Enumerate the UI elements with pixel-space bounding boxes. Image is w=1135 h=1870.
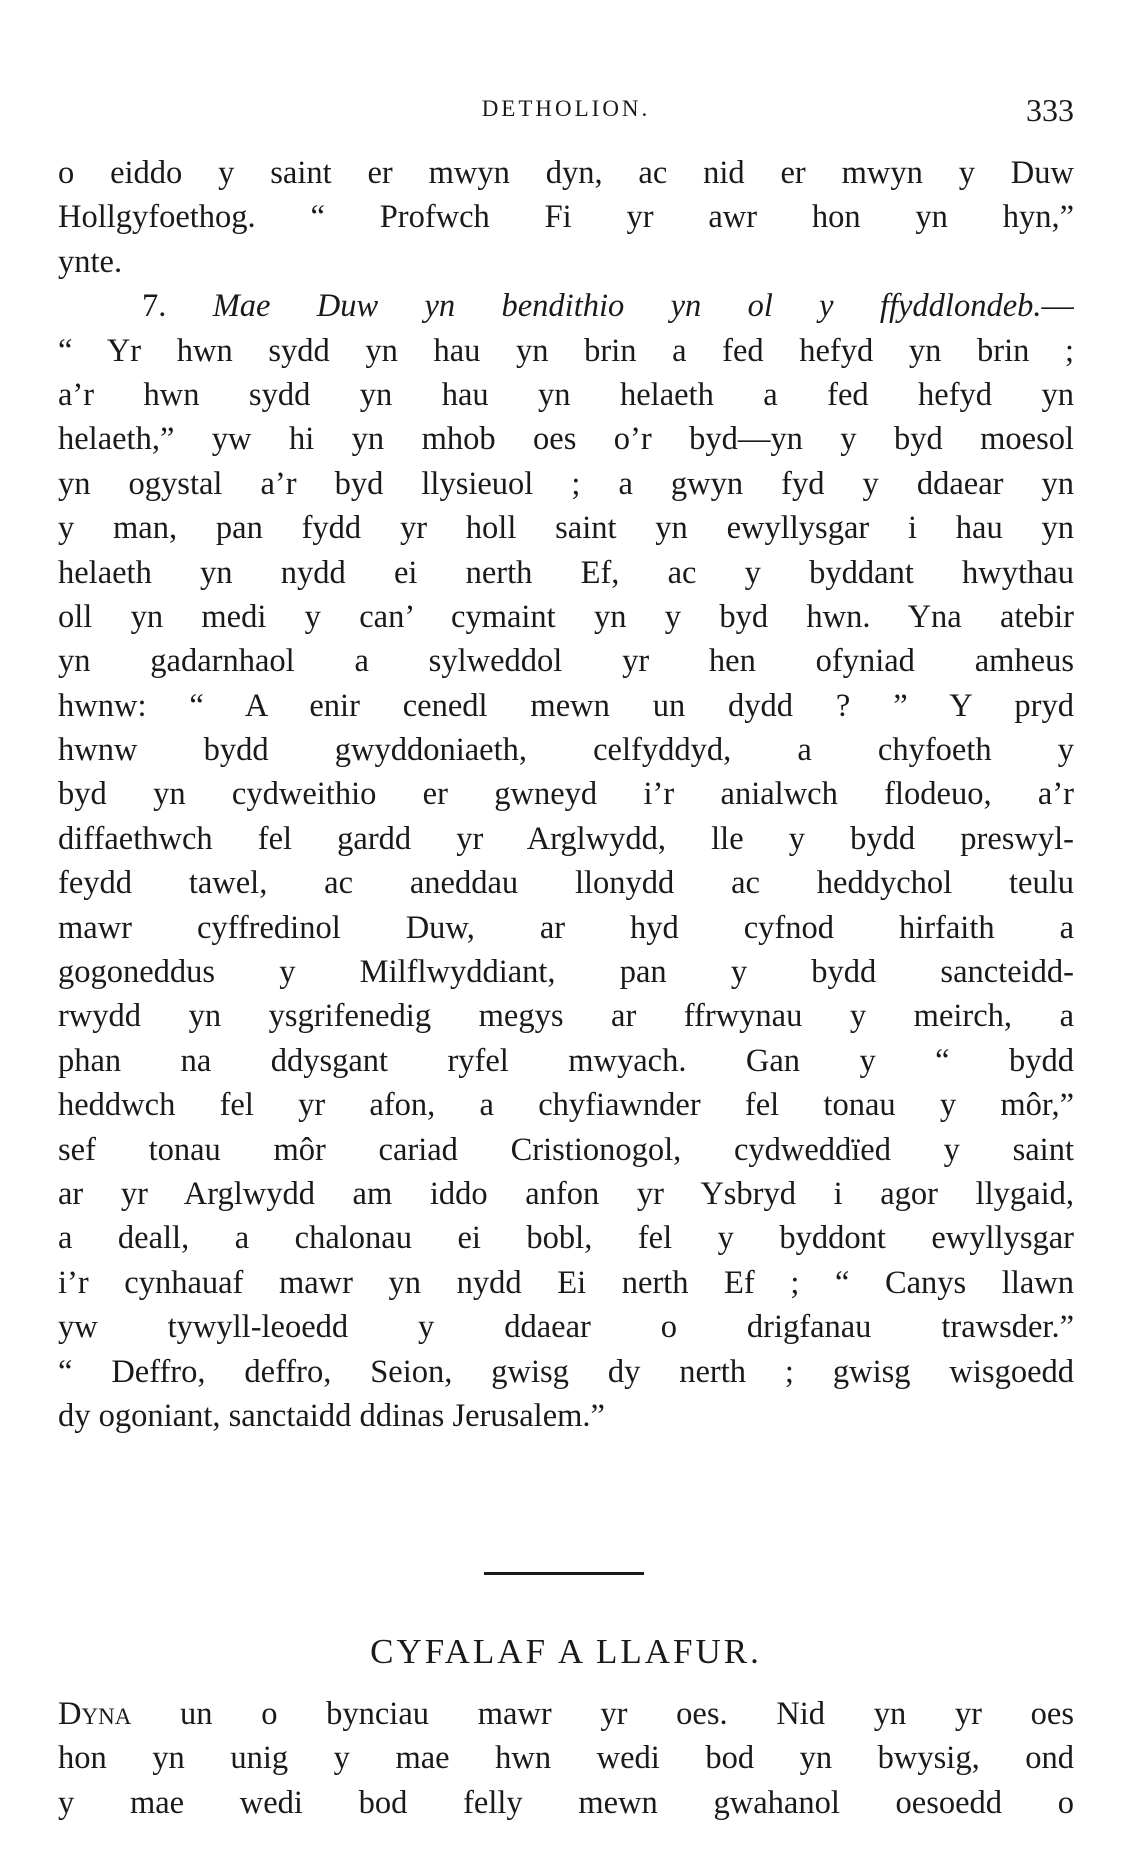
text-line: ar yr Arglwydd am iddo anfon yr Ysbryd i agor llygaid, — [58, 1175, 1074, 1212]
item-7-number: 7. — [142, 288, 167, 325]
text-line: feydd tawel, ac aneddau llonydd ac heddychol teulu — [58, 865, 1074, 902]
text-line: a’r hwn sydd yn hau yn helaeth a fed hefyd yn — [58, 376, 1074, 413]
item-7-dash: — — [1041, 288, 1074, 325]
text-line: helaeth yn nydd ei nerth Ef, ac y byddant hwythau — [58, 554, 1074, 591]
section-divider — [484, 1572, 644, 1575]
item-7-heading-line — [58, 284, 1074, 328]
text-line: hwnw: “ A enir cenedl mewn un dydd ? ” Y pryd — [58, 687, 1074, 724]
text-line: “ Yr hwn sydd yn hau yn brin a fed hefyd yn brin ; — [58, 332, 1074, 369]
section-heading: CYFALAF A LLAFUR. — [370, 1632, 762, 1671]
text-line: y mae wedi bod felly mewn gwahanol oesoedd o — [58, 1784, 1074, 1821]
text-line: byd yn cydweithio er gwneyd i’r anialwch flodeuo, a’r — [58, 776, 1074, 813]
text-line: sef tonau môr cariad Cristionogol, cydweddïed y saint — [58, 1131, 1074, 1168]
text-line — [58, 1692, 1074, 1736]
text-line: heddwch fel yr afon, a chyfiawnder fel tonau y môr,” — [58, 1087, 1074, 1124]
text-line: oll yn medi y can’ cymaint yn y byd hwn. Yna atebir — [58, 598, 1074, 635]
text-line: hwnw bydd gwyddoniaeth, celfyddyd, a chyfoeth y — [58, 732, 1074, 769]
text-line: gogoneddus y Milflwyddiant, pan y bydd sancteidd- — [58, 954, 1074, 991]
text-line: helaeth,” yw hi yn mhob oes o’r byd—yn y byd moesol — [58, 421, 1074, 458]
running-title: DETHOLION. — [481, 96, 651, 121]
text-line: diffaethwch fel gardd yr Arglwydd, lle y bydd preswyl- — [58, 820, 1074, 857]
text-line: i’r cynhauaf mawr yn nydd Ei nerth Ef ; “ Canys llawn — [58, 1264, 1074, 1301]
text-line: ynte. — [58, 243, 123, 280]
section-first-word: Dyna — [58, 1696, 132, 1732]
text-line: yw tywyll-leoedd y ddaear o drigfanau trawsder.” — [58, 1309, 1074, 1346]
text-line: rwydd yn ysgrifenedig megys ar ffrwynau y meirch, a — [58, 998, 1074, 1035]
text-line: hon yn unig y mae hwn wedi bod yn bwysig, ond — [58, 1740, 1074, 1777]
text-line: o eiddo y saint er mwyn dyn, ac nid er mwyn y Duw — [58, 155, 1074, 191]
running-head — [58, 92, 1074, 132]
section-line-rest: un o bynciau mawr yr oes. Nid yn yr oes — [131, 1696, 1074, 1732]
text-line: y man, pan fydd yr holl saint yn ewyllysgar i hau yn — [58, 510, 1074, 547]
section-paragraph — [58, 1692, 1074, 1825]
item-7-heading: Mae Duw yn bendithio yn ol y ffyddlondeb. — [212, 288, 1042, 325]
text-line: mawr cyffredinol Duw, ar hyd cyfnod hirfaith a — [58, 909, 1074, 946]
text-line: yn gadarnhaol a sylweddol yr hen ofyniad amheus — [58, 643, 1074, 680]
text-line: “ Deffro, deffro, Seion, gwisg dy nerth ; gwisg wisgoedd — [58, 1353, 1074, 1390]
text-line: Hollgyfoethog. “ Profwch Fi yr awr hon yn hyn,” — [58, 199, 1074, 236]
text-line: yn ogystal a’r byd llysieuol ; a gwyn fyd y ddaear yn — [58, 465, 1074, 502]
body-paragraphs — [58, 151, 1074, 1438]
text-line: a deall, a chalonau ei bobl, fel y byddont ewyllysgar — [58, 1220, 1074, 1257]
text-line: dy ogoniant, sanctaidd ddinas Jerusalem.” — [58, 1397, 605, 1434]
text-line: phan na ddysgant ryfel mwyach. Gan y “ bydd — [58, 1042, 1074, 1079]
page-number: 333 — [1026, 92, 1074, 128]
